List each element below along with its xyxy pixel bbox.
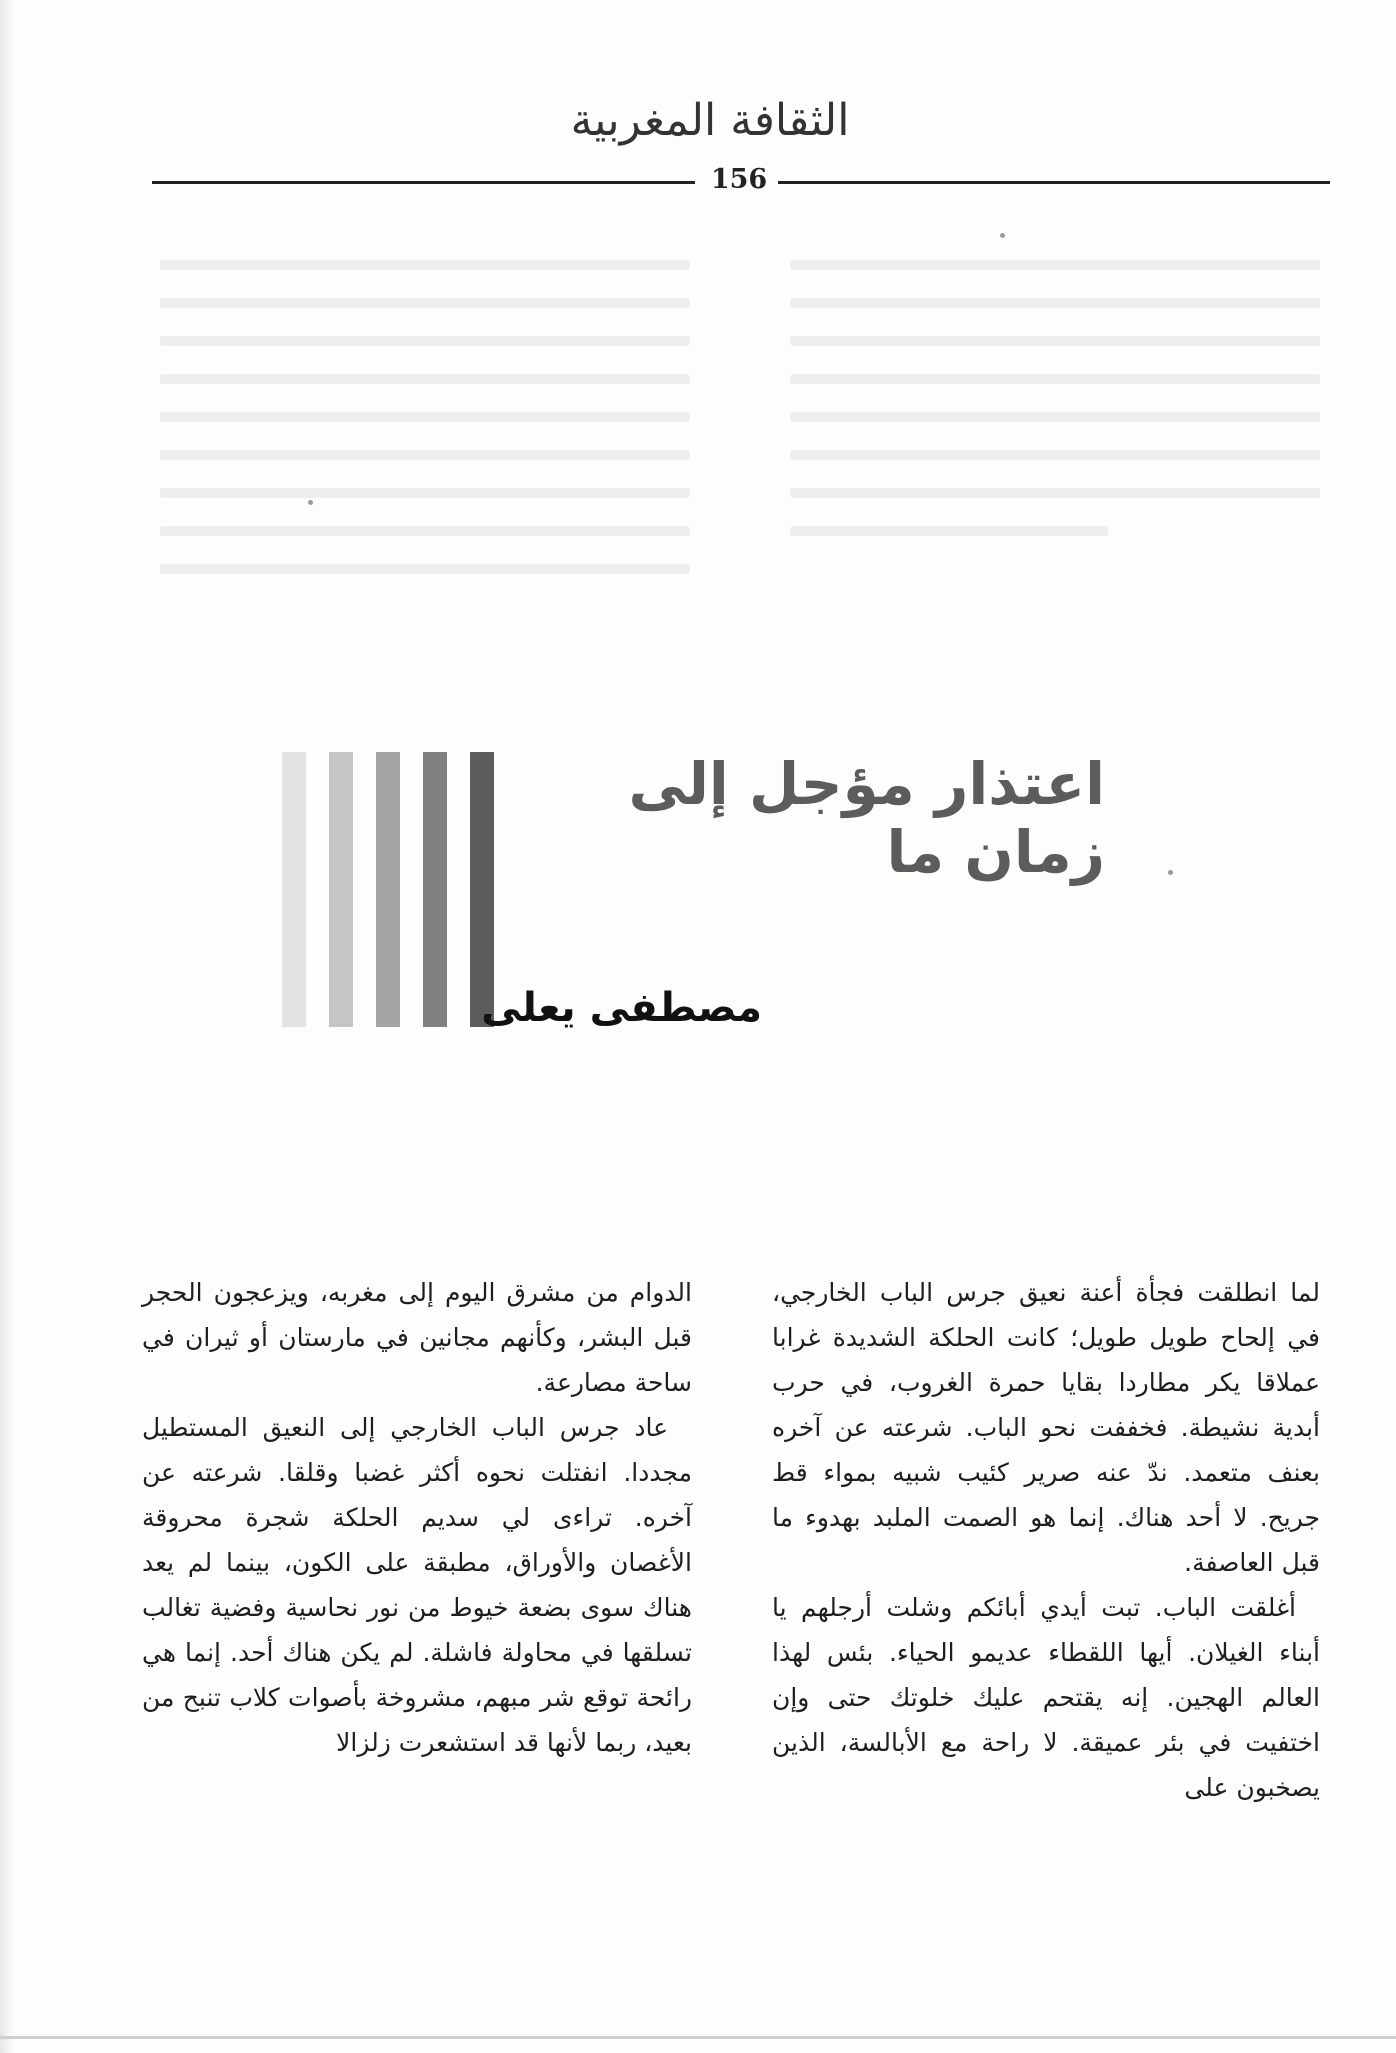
paper-speck [1000,233,1005,238]
accent-bar [329,752,353,1027]
header-rule-left [152,181,695,184]
article-author: مصطفى يعلى [481,985,762,1031]
accent-bar [376,752,400,1027]
paper-speck [308,500,313,505]
article-title: اعتذار مؤجل إلى زمان ما [628,750,1105,886]
page-bottom-edge [0,2036,1396,2039]
accent-bar [423,752,447,1027]
paragraph: أغلقت الباب. تبت أيدي أبائكم وشلت أرجلهم يا أبناء الغيلان. أيها اللقطاء عديمو الحياء. بئس لهذا العالم الهجين. إنه يقتحم عليك خلوتك حتى وإن اختفيت في بئر عميقة. لا راحة مع الأبالسة، الذين يصخبون على [772,1593,1320,1802]
header-rule-right [778,181,1330,184]
paper-speck [1168,870,1173,875]
paragraph: الدوام من مشرق اليوم إلى مغربه، ويزعجون الحجر قبل البشر، وكأنهم مجانين في مارستان أو ثيران في ساحة مصارعة. [142,1278,692,1397]
body-column-left [142,1270,692,1765]
accent-bar [282,752,306,1027]
paragraph: لما انطلقت فجأة أعنة نعيق جرس الباب الخارجي، في إلحاح طويل طويل؛ كانت الحلكة الشديدة غرابا عملاقا يكر مطاردا بقايا حمرة الغروب، في حرب أبدية نشيطة. فخففت نحو الباب. شرعته عن آخره بعنف متعمد. ندّ عنه صرير كئيب شبيه بمواء قط جريح. لا أحد هناك. إنما هو الصمت الملبد بهدوء ما قبل العاصفة. [772,1278,1320,1577]
show-through-right [790,260,1320,564]
magazine-masthead: الثقافة المغربية [570,95,850,146]
page-edge-shadow [0,0,14,2053]
show-through-left [160,260,690,602]
page-number: 156 [710,164,768,195]
paragraph: عاد جرس الباب الخارجي إلى النعيق المستطيل مجددا. انفتلت نحوه أكثر غضبا وقلقا. شرعته عن آخره. تراءى لي سديم الحلكة شجرة محروقة الأغصان والأوراق، مطبقة على الكون، بينما لم يعد هناك سوى بضعة خيوط من نور نحاسية وفضية تغالب تسلقها في محاولة فاشلة. لم يكن هناك أحد. إنما هي رائحة توقع شر مبهم، مشروخة بأصوات كلاب تنبح من بعيد، ربما لأنها قد استشعرت زلزالا [142,1413,692,1757]
body-column-right [772,1270,1320,1810]
